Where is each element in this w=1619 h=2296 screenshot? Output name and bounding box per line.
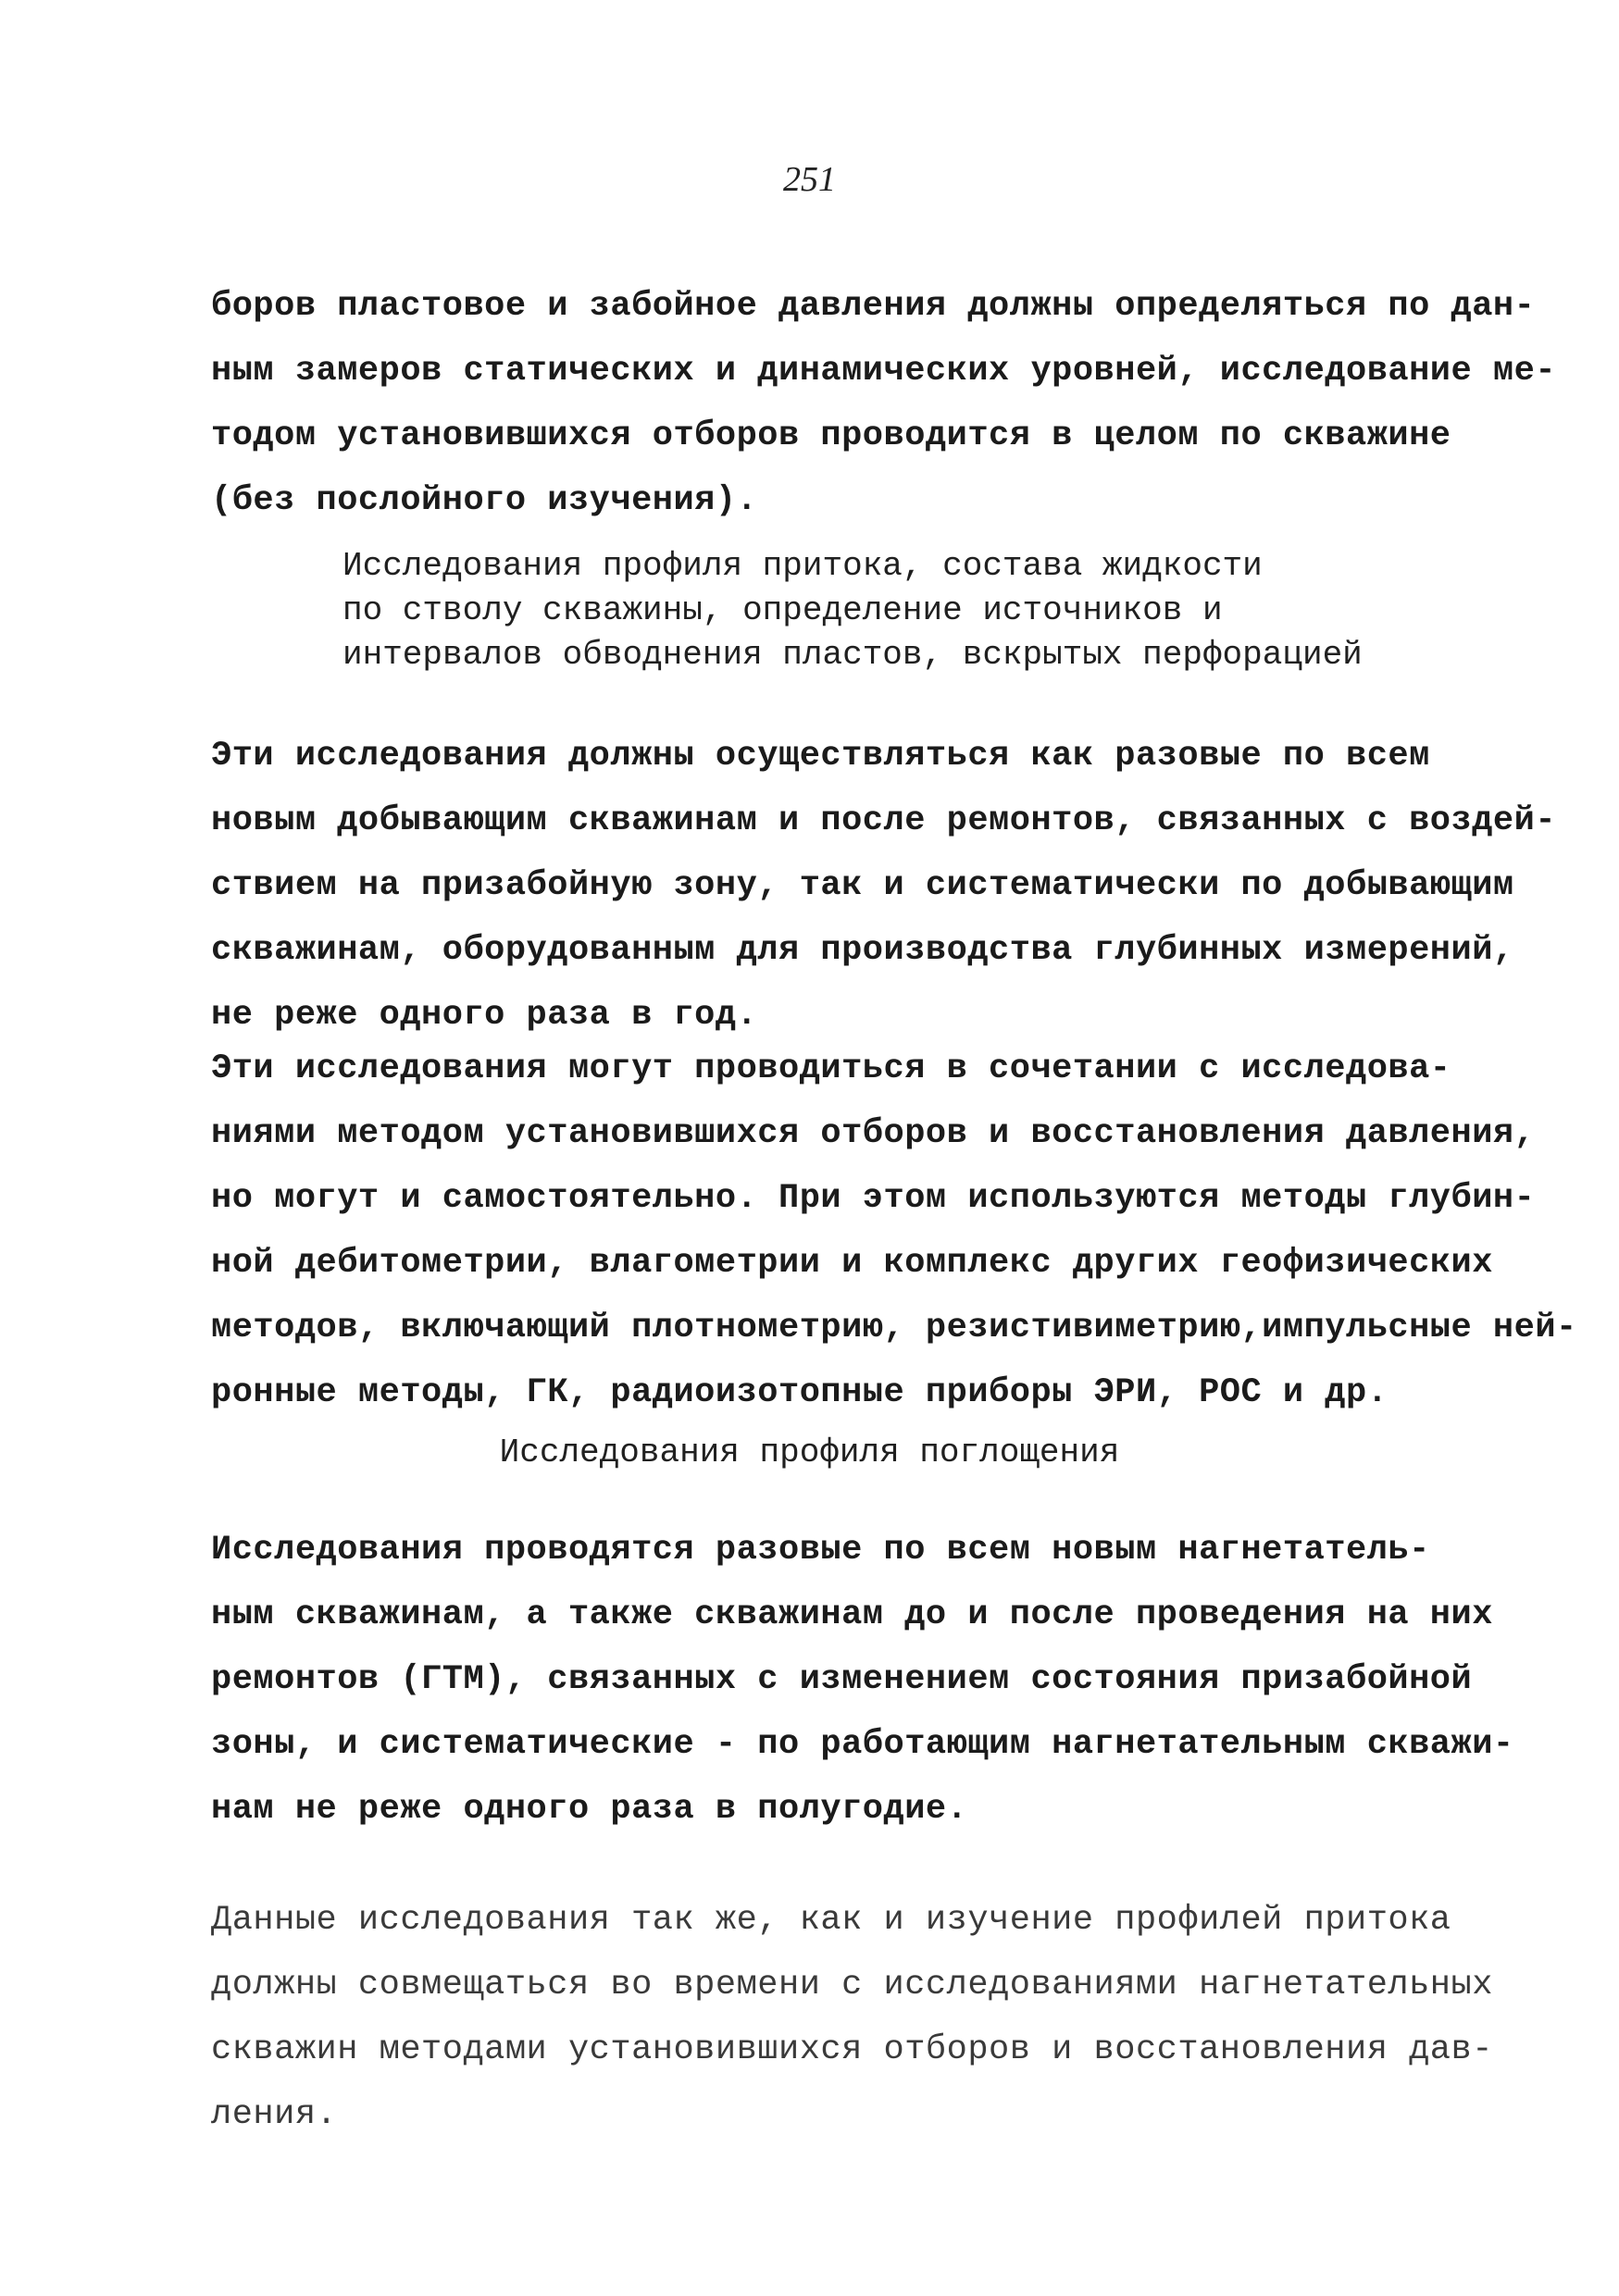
paragraph-line: скважинам, оборудованным для производства глубинных измерений, — [211, 931, 1514, 970]
paragraph-line: Данные исследования так же, как и изучение профилей притока — [211, 1901, 1451, 1940]
paragraph-3 — [211, 1036, 1577, 1425]
section-heading-inflow — [342, 544, 1361, 677]
paragraph-line: ным замеров статических и динамических уровней, исследование ме- — [211, 352, 1557, 391]
section-heading-absorption: Исследования профиля поглощения — [499, 1433, 1120, 1471]
paragraph-line: скважин методами установившихся отборов и восстановления дав- — [211, 2030, 1493, 2069]
paragraph-line: ниями методом установившихся отборов и восстановления давления, — [211, 1114, 1536, 1153]
paragraph-line: должны совмещаться во времени с исследованиями нагнетательных — [211, 1966, 1493, 2004]
page-number: 251 — [783, 160, 836, 199]
paragraph-line: боров пластовое и забойное давления должны определяться по дан- — [211, 287, 1536, 326]
paragraph-line: ронные методы, ГК, радиоизотопные приборы ЭРИ, РОС и др. — [211, 1373, 1389, 1412]
paragraph-line: зоны, и систематические - по работающим нагнетательным скважи- — [211, 1725, 1514, 1764]
heading-line: интервалов обводнения пластов, вскрытых перфорацией — [342, 636, 1363, 674]
paragraph-line: ления. — [211, 2095, 338, 2134]
paragraph-line: Эти исследования должны осуществляться как разовые по всем — [211, 737, 1430, 776]
paragraph-line: ным скважинам, а также скважинам до и после проведения на них — [211, 1595, 1493, 1634]
paragraph-line: ствием на призабойную зону, так и систематически по добывающим — [211, 866, 1514, 905]
paragraph-line: методов, включающий плотнометрию, резистивиметрию,импульсные ней- — [211, 1309, 1577, 1347]
paragraph-4 — [211, 1518, 1514, 1842]
paragraph-line: новым добывающим скважинам и после ремонтов, связанных с воздей- — [211, 801, 1557, 840]
paragraph-line: не реже одного раза в год. — [211, 996, 758, 1035]
paragraph-line: Исследования проводятся разовые по всем новым нагнетатель- — [211, 1531, 1430, 1570]
paragraph-line: но могут и самостоятельно. При этом используются методы глубин- — [211, 1179, 1536, 1218]
paragraph-line: Эти исследования могут проводиться в сочетании с исследова- — [211, 1049, 1451, 1088]
paragraph-line: тодом установившихся отборов проводится в целом по скважине — [211, 416, 1451, 455]
heading-line: Исследования профиля притока, состава жидкости — [342, 547, 1263, 585]
paragraph-line: нам не реже одного раза в полугодие. — [211, 1790, 968, 1829]
paragraph-line: (без послойного изучения). — [211, 481, 758, 520]
paragraph-line: ной дебитометрии, влагометрии и комплекс других геофизических — [211, 1244, 1493, 1283]
paragraph-5 — [211, 1888, 1493, 2147]
paragraph-line: ремонтов (ГТМ), связанных с изменением состояния призабойной — [211, 1660, 1473, 1699]
heading-line: по стволу скважины, определение источников и — [342, 591, 1223, 629]
paragraph-1 — [211, 274, 1557, 533]
paragraph-2 — [211, 724, 1557, 1048]
